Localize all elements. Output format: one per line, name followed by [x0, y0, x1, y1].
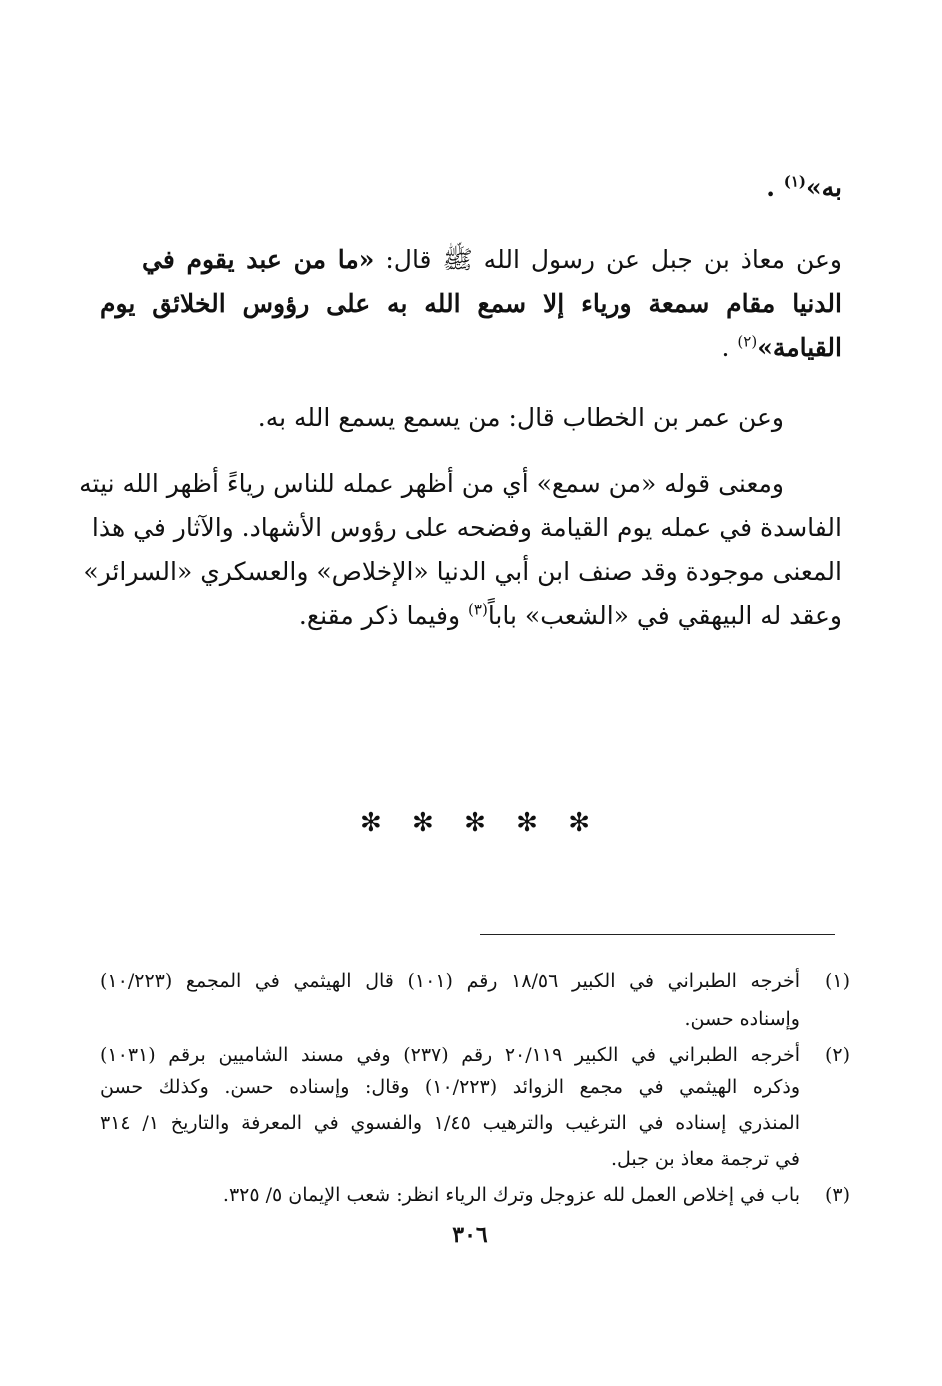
umar-line — [104, 396, 784, 440]
footnote-3-line-1 — [100, 1180, 800, 1211]
section-separator — [360, 808, 590, 838]
continuation-text: به» — [806, 173, 842, 202]
umar-text: وعن عمر بن الخطاب قال: من يسمع يسمع الله به. — [257, 403, 784, 432]
hadith-line-1 — [142, 238, 842, 282]
footnote-2-line-2 — [100, 1072, 800, 1103]
footnote-ref-1[interactable]: (١) — [783, 172, 806, 191]
hadith-intro: وعن معاذ بن جبل عن رسول الله ﷺ قال: — [374, 245, 842, 274]
star-ornament-icon: ✻ — [360, 808, 382, 838]
footnote-3-text-1: باب في إخلاص العمل لله عزوجل وترك الرياء انظر: شعب الإيمان ٥/ ٣٢٥. — [222, 1184, 800, 1206]
hadith-text-end: القيامة» — [757, 333, 842, 362]
footnote-ref-2[interactable]: (٢) — [737, 332, 758, 351]
footnote-2-text-4: في ترجمة معاذ بن جبل. — [610, 1148, 800, 1170]
star-ornament-icon: ✻ — [568, 808, 590, 838]
hadith-line-2 — [100, 282, 842, 326]
continuation-end: . — [766, 173, 784, 202]
footnote-2-text-3: المنذري إسناده في الترغيب والترهيب ١/٤٥ والفسوي في المعرفة والتاريخ ١/ ٣١٤ — [100, 1112, 800, 1134]
footnote-divider — [480, 934, 835, 935]
footnote-2-text-2: وذكره الهيثمي في مجمع الزوائد (١٠/٢٢٣) وقال: وإسناده حسن. وكذلك حسن — [100, 1076, 800, 1098]
footnote-1-line-1 — [100, 966, 800, 997]
footnote-1-text-2: وإسناده حسن. — [684, 1008, 800, 1030]
page-number: ٣٠٦ — [452, 1222, 488, 1248]
hadith-end: . — [721, 333, 738, 362]
explanation-end: وفيما ذكر مقنع. — [298, 601, 469, 630]
explanation-line-1 — [79, 462, 784, 506]
footnote-2-text-1: أخرجه الطبراني في الكبير ٢٠/١١٩ رقم (٢٣٧) وفي مسند الشاميين برقم (١٠٣١) — [100, 1044, 800, 1066]
explanation-line-4 — [100, 594, 842, 638]
hadith-line-3 — [100, 326, 842, 370]
explanation-text-3: المعنى موجودة وقد صنف ابن أبي الدنيا «الإخلاص» والعسكري «السرائر» — [83, 557, 842, 586]
star-ornament-icon: ✻ — [464, 808, 486, 838]
hadith-text-middle: الدنيا مقام سمعة ورياء إلا سمع الله به على رؤوس الخلائق يوم — [100, 289, 842, 318]
footnote-number-2: (٢) — [824, 1044, 850, 1066]
footnote-number-3: (٣) — [824, 1184, 850, 1206]
continuation-line — [582, 166, 842, 210]
star-ornament-icon: ✻ — [516, 808, 538, 838]
footnote-2-line-4 — [100, 1144, 800, 1175]
explanation-line-2 — [91, 506, 842, 550]
explanation-text-4: وعقد له البيهقي في «الشعب» باباً — [487, 601, 842, 630]
hadith-text-start: «ما من عبد يقوم في — [142, 245, 375, 274]
explanation-text-1: ومعنى قوله «من سمع» أي من أظهر عمله للناس رياءً أظهر الله نيته — [79, 469, 784, 498]
footnote-1-line-2 — [100, 1004, 800, 1035]
star-ornament-icon: ✻ — [412, 808, 434, 838]
footnote-1-text-1: أخرجه الطبراني في الكبير ١٨/٥٦ رقم (١٠١) قال الهيثمي في المجمع (١٠/٢٢٣) — [100, 970, 800, 992]
explanation-text-2: الفاسدة في عمله يوم القيامة وفضحه على رؤوس الأشهاد. والآثار في هذا — [91, 513, 842, 542]
explanation-line-3 — [83, 550, 842, 594]
footnote-ref-3[interactable]: (٣) — [468, 600, 488, 619]
footnote-number-1: (١) — [824, 970, 850, 992]
footnote-2-line-3 — [100, 1108, 800, 1139]
footnote-2-line-1 — [100, 1040, 800, 1071]
